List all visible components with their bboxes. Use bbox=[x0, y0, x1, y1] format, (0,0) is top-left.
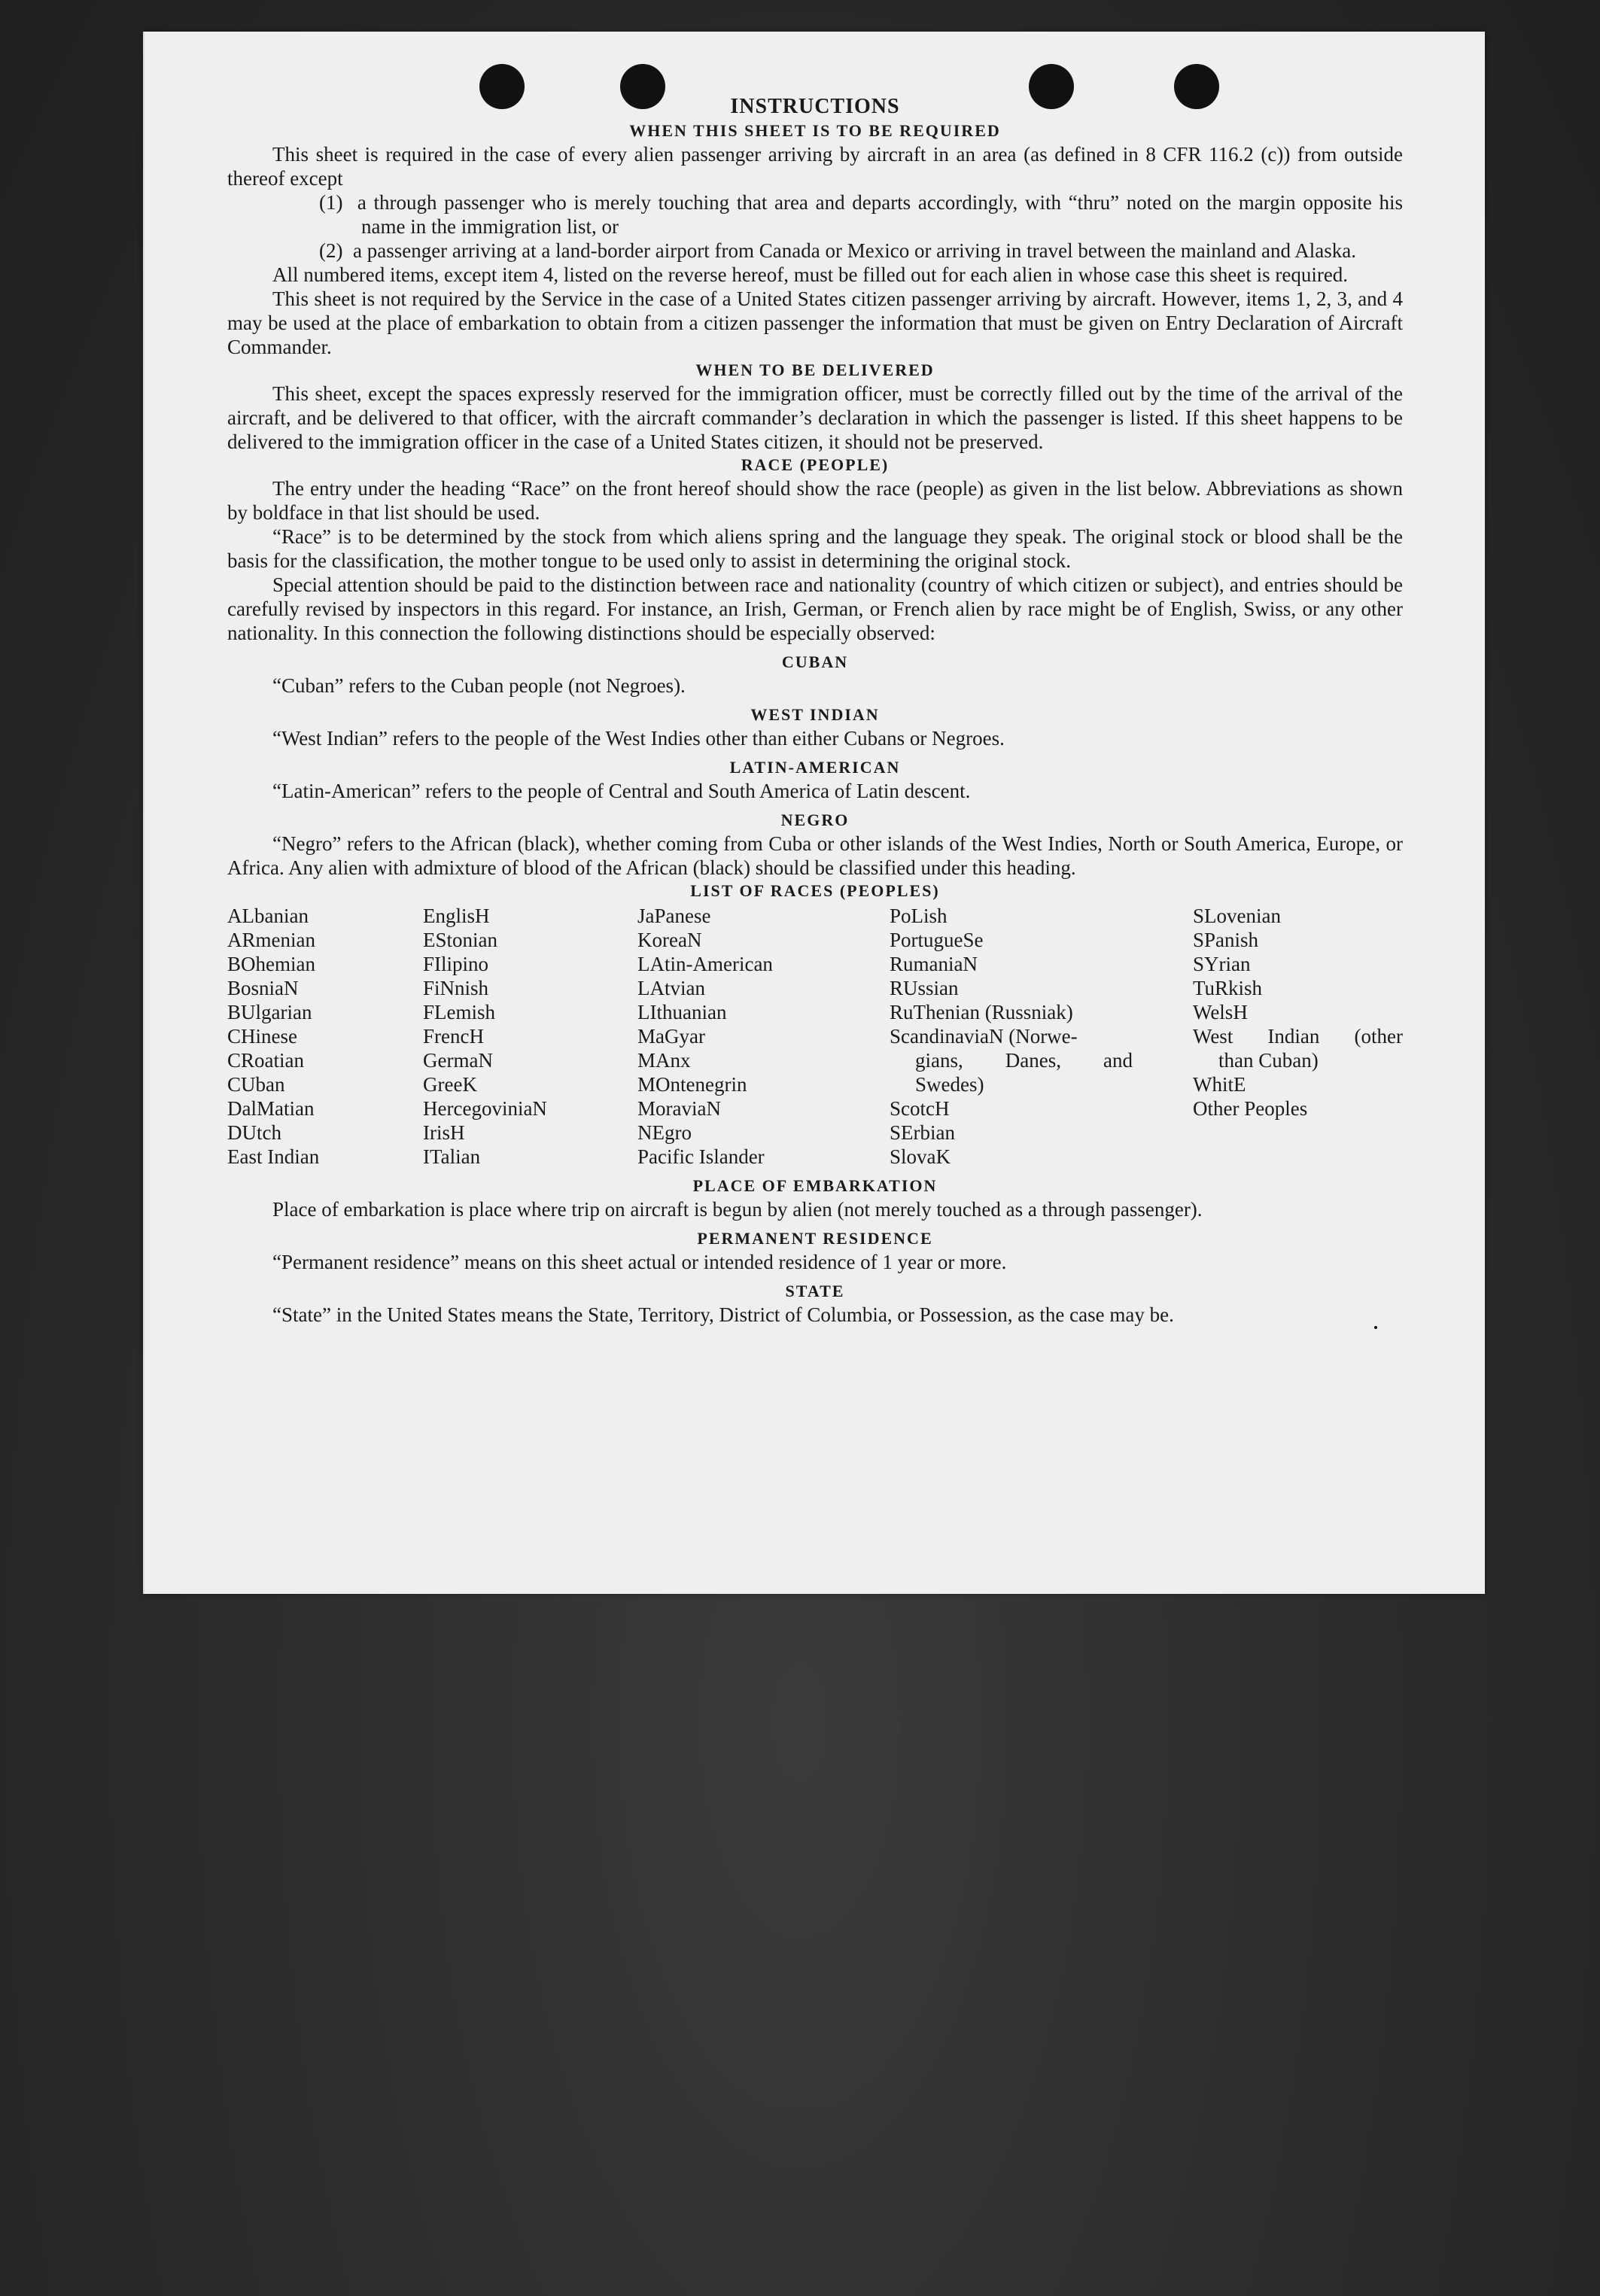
list-item: GermaN bbox=[423, 1049, 493, 1072]
list-item: than Cuban) bbox=[1218, 1049, 1319, 1072]
heading-when-delivered: WHEN TO BE DELIVERED bbox=[695, 360, 935, 379]
list-item: MAnx bbox=[637, 1049, 691, 1072]
list-item: EStonian bbox=[423, 929, 497, 951]
document-body bbox=[227, 94, 1403, 1327]
list-item: HercegoviniaN bbox=[423, 1097, 547, 1120]
list-item: RumaniaN bbox=[890, 953, 978, 975]
races-column-2 bbox=[423, 904, 637, 1169]
paragraph-race-1: The entry under the heading “Race” on the front hereof should show the race (people) as given in the list below. Abbreviations as shown by boldface in that list should be used. bbox=[227, 477, 1403, 524]
exception-text: a through passenger who is merely touching that area and departs accordingly, with “thru” noted on the margin opposite his name in the immigration list, or bbox=[357, 191, 1404, 238]
list-item: EnglisH bbox=[423, 905, 490, 927]
heading-latin-american: LATIN-AMERICAN bbox=[729, 758, 901, 777]
races-column-3 bbox=[637, 904, 890, 1169]
list-item: East Indian bbox=[227, 1145, 320, 1168]
paragraph-intro: This sheet is required in the case of every alien passenger arriving by aircraft in an area (as defined in 8 CFR 116.2 (c)) from outside thereof except bbox=[227, 143, 1403, 190]
list-item: WelsH bbox=[1193, 1001, 1248, 1023]
list-item: gians, Danes, and bbox=[915, 1049, 1133, 1072]
races-column-5 bbox=[1193, 904, 1403, 1169]
list-item: DalMatian bbox=[227, 1097, 315, 1120]
list-item: BOhemian bbox=[227, 953, 315, 975]
list-item: ARmenian bbox=[227, 929, 315, 951]
list-item: BosniaN bbox=[227, 977, 299, 999]
paragraph-embarkation: Place of embarkation is place where trip on aircraft is begun by alien (not merely touched as a through passenger). bbox=[272, 1198, 1203, 1221]
paragraph-residence: “Permanent residence” means on this sheet actual or intended residence of 1 year or more. bbox=[272, 1251, 1007, 1273]
list-item: NEgro bbox=[637, 1121, 692, 1144]
paragraph-west-indian: “West Indian” refers to the people of the West Indies other than either Cubans or Negroes. bbox=[272, 727, 1005, 750]
paragraph-citizen: This sheet is not required by the Service in the case of a United States citizen passenger arriving by aircraft. However, items 1, 2, 3, and 4 may be used at the place of embarkation to obtain from a citizen passenger the information that must be given on Entry Declaration of Aircraft Commander. bbox=[227, 287, 1403, 358]
list-item: SPanish bbox=[1193, 929, 1259, 951]
list-item: LAtvian bbox=[637, 977, 705, 999]
races-column-1 bbox=[227, 904, 423, 1169]
list-item: SErbian bbox=[890, 1121, 955, 1144]
list-item: JaPanese bbox=[637, 905, 711, 927]
list-item: DUtch bbox=[227, 1121, 281, 1144]
list-item: Pacific Islander bbox=[637, 1145, 765, 1168]
paragraph-cuban: “Cuban” refers to the Cuban people (not Negroes). bbox=[272, 674, 686, 697]
list-item: CHinese bbox=[227, 1025, 297, 1048]
list-item: MoraviaN bbox=[637, 1097, 721, 1120]
list-item: LAtin-American bbox=[637, 953, 773, 975]
list-item: SLovenian bbox=[1193, 905, 1281, 927]
heading-list-of-races: LIST OF RACES (PEOPLES) bbox=[690, 881, 940, 900]
exception-item-1 bbox=[227, 190, 1403, 239]
list-item: ALbanian bbox=[227, 905, 309, 927]
list-item: RuThenian (Russniak) bbox=[890, 1001, 1073, 1023]
paragraph-delivery: This sheet, except the spaces expressly reserved for the immigration officer, must be correctly filled out by the time of the arrival of the aircraft, and be delivered to that officer, with the aircraft commander’s declaration in which the passenger is listed. If this sheet happens to be delivered to the immigration officer in the case of a United States citizen, it should not be preserved. bbox=[227, 382, 1403, 453]
paragraph-latin-american: “Latin-American” refers to the people of Central and South America of Latin descent. bbox=[272, 780, 971, 802]
list-item: FrencH bbox=[423, 1025, 484, 1048]
heading-when-required: WHEN THIS SHEET IS TO BE REQUIRED bbox=[629, 121, 1001, 140]
list-item: TuRkish bbox=[1193, 977, 1263, 999]
page-title: INSTRUCTIONS bbox=[730, 95, 900, 118]
races-list bbox=[227, 904, 1403, 1169]
list-item: SlovaK bbox=[890, 1145, 951, 1168]
exception-number: (2) bbox=[319, 239, 343, 262]
list-item: MOntenegrin bbox=[637, 1073, 747, 1096]
list-item: RUssian bbox=[890, 977, 959, 999]
paragraph-state: “State” in the United States means the State, Territory, District of Columbia, or Possession, as the case may be. bbox=[272, 1303, 1174, 1326]
heading-state: STATE bbox=[785, 1282, 845, 1300]
list-item: MaGyar bbox=[637, 1025, 705, 1048]
list-item: IrisH bbox=[423, 1121, 465, 1144]
list-item: SYrian bbox=[1193, 953, 1251, 975]
list-item: CUban bbox=[227, 1073, 285, 1096]
list-item: KoreaN bbox=[637, 929, 702, 951]
exception-text: a passenger arriving at a land-border airport from Canada or Mexico or arriving in travel between the mainland and Alaska. bbox=[352, 239, 1356, 262]
exception-number: (1) bbox=[319, 191, 343, 214]
list-item: FIlipino bbox=[423, 953, 489, 975]
list-item: ITalian bbox=[423, 1145, 481, 1168]
list-item: ScandinaviaN (Norwe- bbox=[890, 1025, 1078, 1048]
paragraph-race-2: “Race” is to be determined by the stock from which aliens spring and the language they speak. The original stock or blood shall be the basis for the classification, the mother tongue to be used only to assist in determining the original stock. bbox=[227, 525, 1403, 572]
list-item: BUlgarian bbox=[227, 1001, 312, 1023]
list-item: PortugueSe bbox=[890, 929, 984, 951]
instruction-sheet bbox=[143, 32, 1485, 1594]
list-item: CRoatian bbox=[227, 1049, 304, 1072]
paragraph-negro: “Negro” refers to the African (black), whether coming from Cuba or other islands of the West Indies, North or South America, Europe, or Africa. Any alien with admixture of blood of the African (black) should be classified under this heading. bbox=[227, 832, 1403, 879]
heading-west-indian: WEST INDIAN bbox=[750, 705, 880, 724]
list-item: PoLish bbox=[890, 905, 948, 927]
list-item: LIthuanian bbox=[637, 1001, 727, 1023]
paragraph-race-3: Special attention should be paid to the distinction between race and nationality (country of which citizen or subject), and entries should be carefully revised by inspectors in this regard. For instance, an Irish, German, or French alien by race might be of English, Swiss, or any other nationality. In this connection the following distinctions should be especially observed: bbox=[227, 573, 1403, 644]
races-column-4 bbox=[890, 904, 1193, 1169]
list-item: FiNnish bbox=[423, 977, 489, 999]
list-item: West Indian (other bbox=[1193, 1025, 1403, 1048]
list-item: GreeK bbox=[423, 1073, 477, 1096]
list-item: Swedes) bbox=[915, 1073, 984, 1096]
heading-permanent-residence: PERMANENT RESIDENCE bbox=[697, 1229, 933, 1248]
heading-race: RACE (PEOPLE) bbox=[741, 455, 890, 474]
list-item: WhitE bbox=[1193, 1073, 1246, 1096]
paragraph-numbered-items: All numbered items, except item 4, listed on the reverse hereof, must be filled out for each alien in whose case this sheet is required. bbox=[272, 263, 1349, 286]
list-item: Other Peoples bbox=[1193, 1097, 1308, 1120]
exception-item-2 bbox=[227, 239, 1403, 263]
list-item: ScotcH bbox=[890, 1097, 950, 1120]
heading-cuban: CUBAN bbox=[781, 652, 849, 671]
heading-embarkation: PLACE OF EMBARKATION bbox=[692, 1176, 938, 1195]
heading-negro: NEGRO bbox=[780, 810, 850, 829]
list-item: FLemish bbox=[423, 1001, 496, 1023]
